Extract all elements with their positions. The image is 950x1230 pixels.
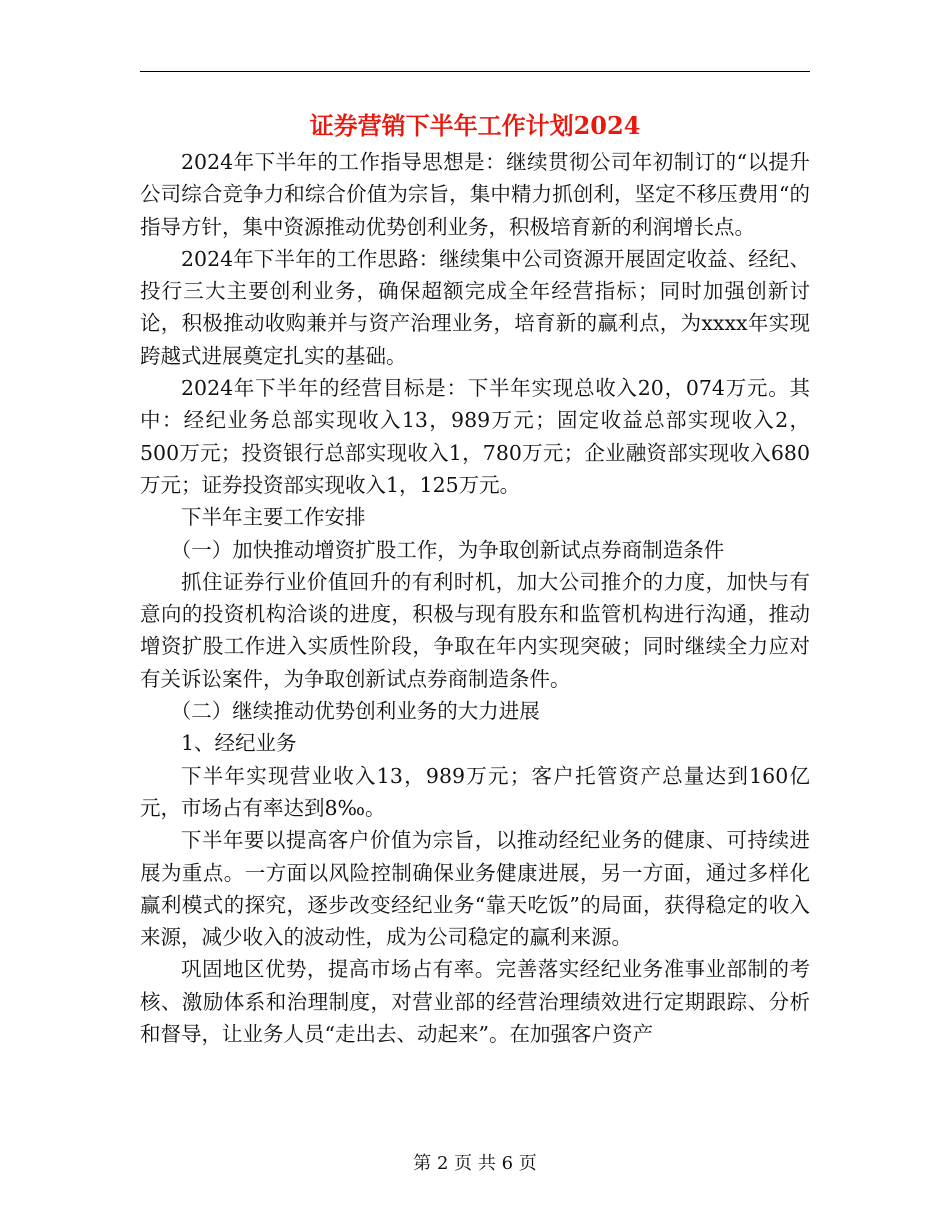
document-body (140, 146, 810, 1050)
document-title: 证券营销下半年工作计划2024 (309, 111, 641, 140)
section-heading: 下半年主要工作安排 (181, 505, 366, 530)
page-number-footer: 第 2 页 共 6 页 (413, 1153, 537, 1174)
paragraph-business-targets: 2024年下半年的经营目标是：下半年实现总收入20，074万元。其中：经纪业务总部实现收入13，989万元；固定收益总部实现收入2，500万元；投资银行总部实现收入1，780万元；企业融资部实现收入680万元；证券投资部实现收入1，125万元。 (140, 376, 810, 497)
item-1-paragraph: 下半年要以提高客户价值为宗旨，以推动经纪业务的健康、可持续进展为重点。一方面以风险控制确保业务健康进展，另一方面，通过多样化赢利模式的探究，逐步改变经纪业务“靠天吃饭”的局面，获得稳定的收入来源，减少收入的波动性，成为公司稳定的赢利来源。 (140, 828, 810, 950)
item-1-paragraph: 巩固地区优势，提高市场占有率。完善落实经纪业务准事业部制的考核、激励体系和治理制度，对营业部的经营治理绩效进行定期跟踪、分析和督导，让业务人员“走出去、动起来”。在加强客户资产 (140, 957, 810, 1047)
paragraph-work-approach: 2024年下半年的工作思路：继续集中公司资源开展固定收益、经纪、投行三大主要创利业务，确保超额完成全年经营指标；同时加强创新讨论，积极推动收购兼并与资产治理业务，培育新的赢利点，为xxxx年实现跨越式进展奠定扎实的基础。 (140, 246, 810, 368)
subsection-2-heading: （二）继续推动优势创利业务的大力进展 (170, 699, 540, 724)
header-rule (140, 71, 810, 72)
paragraph-guiding-thought: 2024年下半年的工作指导思想是：继续贯彻公司年初制订的“以提升公司综合竞争力和综合价值为宗旨，集中精力抓创利，坚定不移压费用“的指导方针，集中资源推动优势创利业务，积极培育新的利润增长点。 (140, 150, 810, 239)
item-1-heading: 1、经纪业务 (181, 731, 297, 756)
item-1-paragraph: 下半年实现营业收入13，989万元；客户托管资产总量达到160亿元，市场占有率达到8‰。 (140, 763, 810, 820)
subsection-1-heading: （一）加快推动增资扩股工作，为争取创新试点券商制造条件 (170, 537, 725, 562)
subsection-1-body: 抓住证券行业价值回升的有利时机，加大公司推介的力度，加快与有意向的投资机构洽谈的进度，积极与现有股东和监管机构进行沟通，推动增资扩股工作进入实质性阶段，争取在年内实现突破；同时继续全力应对有关诉讼案件，为争取创新试点券商制造条件。 (140, 569, 810, 691)
